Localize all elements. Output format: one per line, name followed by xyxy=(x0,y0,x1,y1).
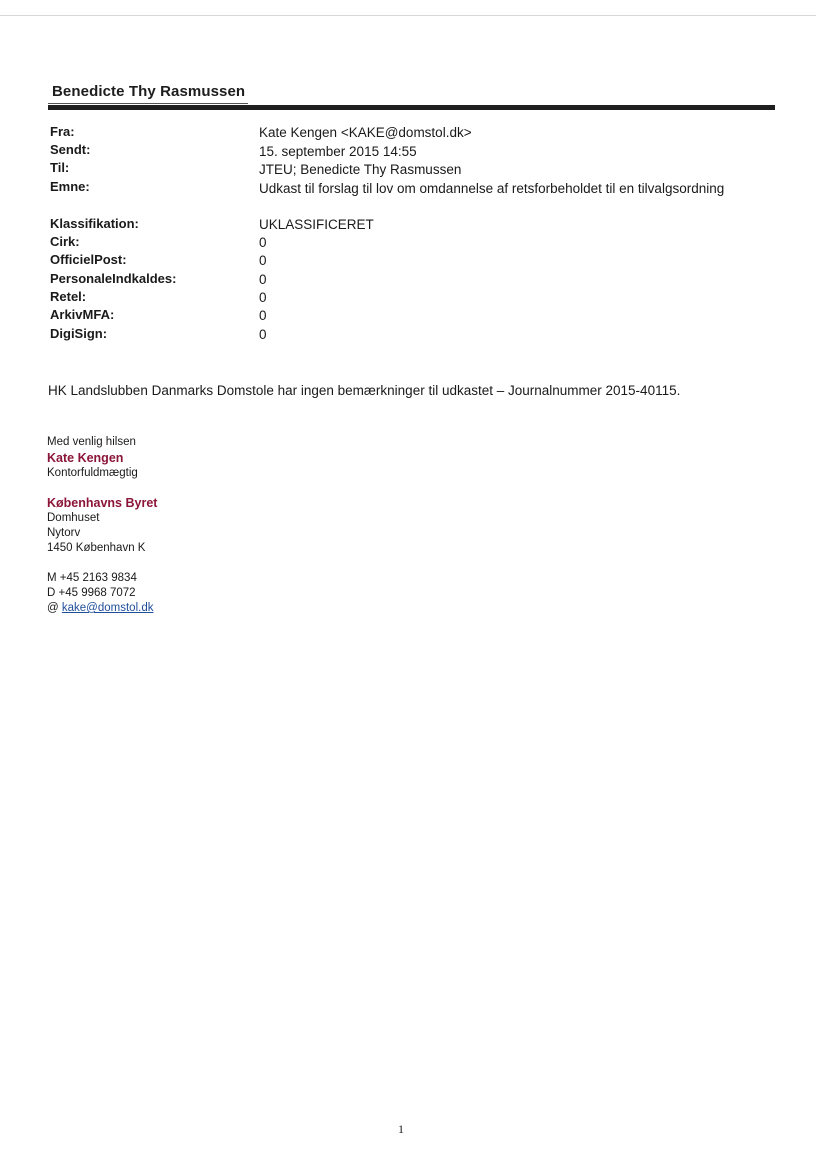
signature-address-line2: Nytorv xyxy=(47,527,81,539)
signature-name: Kate Kengen xyxy=(47,451,124,465)
personaleindkaldes-value: 0 xyxy=(259,272,267,287)
sender-title: Benedicte Thy Rasmussen xyxy=(52,83,246,100)
email-link[interactable]: kake@domstol.dk xyxy=(61,602,154,614)
message-body: HK Landslubben Danmarks Domstole har ingen bemærkninger til udkastet – Journalnummer 2015-40115. xyxy=(48,383,681,398)
officielpost-value: 0 xyxy=(259,253,267,268)
email-at-symbol: @ xyxy=(47,602,59,614)
to-label: Til: xyxy=(50,160,70,175)
signature-direct: D +45 9968 7072 xyxy=(47,587,136,599)
header-divider xyxy=(48,105,775,110)
to-value: JTEU; Benedicte Thy Rasmussen xyxy=(259,162,462,177)
arkivmfa-label: ArkivMFA: xyxy=(50,307,115,322)
signature-address-line3: 1450 København K xyxy=(47,542,146,554)
signature-greeting: Med venlig hilsen xyxy=(47,436,136,448)
personaleindkaldes-label: PersonaleIndkaldes: xyxy=(50,271,177,286)
classification-label: Klassifikation: xyxy=(50,216,139,231)
from-label: Fra: xyxy=(50,124,75,139)
signature-organization: Københavns Byret xyxy=(47,496,158,510)
digisign-value: 0 xyxy=(259,327,267,342)
classification-value: UKLASSIFICERET xyxy=(259,217,374,232)
signature-mobile: M +45 2163 9834 xyxy=(47,572,137,584)
subject-value: Udkast til forslag til lov om omdannelse af retsforbeholdet til en tilvalgsordning xyxy=(259,181,725,196)
signature-address-line1: Domhuset xyxy=(47,512,100,524)
cirk-value: 0 xyxy=(259,235,267,250)
signature-role: Kontorfuldmægtig xyxy=(47,467,138,479)
sent-label: Sendt: xyxy=(50,142,91,157)
page-number: 1 xyxy=(398,1122,404,1136)
scan-edge-line xyxy=(0,15,816,16)
sent-value: 15. september 2015 14:55 xyxy=(259,144,417,159)
cirk-label: Cirk: xyxy=(50,234,80,249)
retel-value: 0 xyxy=(259,290,267,305)
signature-email-row xyxy=(47,602,153,614)
subject-label: Emne: xyxy=(50,179,90,194)
retel-label: Retel: xyxy=(50,289,87,304)
digisign-label: DigiSign: xyxy=(50,326,108,341)
arkivmfa-value: 0 xyxy=(259,308,267,323)
from-value: Kate Kengen <KAKE@domstol.dk> xyxy=(259,125,472,140)
officielpost-label: OfficielPost: xyxy=(50,252,127,267)
title-underline xyxy=(48,103,248,104)
